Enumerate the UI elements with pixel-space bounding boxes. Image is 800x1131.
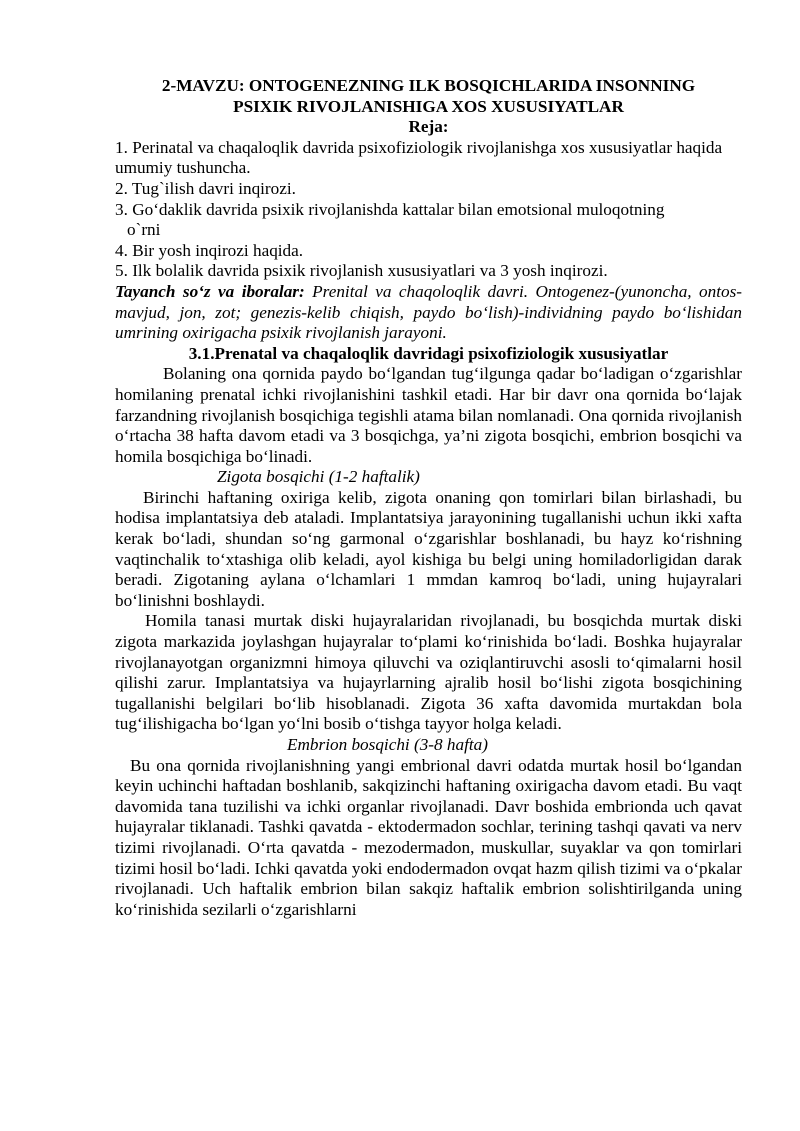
section-title: 3.1.Prenatal va chaqaloqlik davridagi psixofiziologik xususiyatlar	[188, 343, 669, 363]
plan-item-3-line-1: 3. Go‘daklik davrida psixik rivojlanishda kattalar bilan emotsional muloqotning	[115, 199, 665, 219]
plan-item-3	[115, 200, 742, 241]
topic-title-line-1: 2-MAVZU: ONTOGENEZNING ILK BOSQICHLARIDA INSONNING	[161, 76, 696, 95]
paragraph-zigota-1: Birinchi haftaning oxiriga kelib, zigota onaning qon tomirlari bilan birlashadi, bu hodisa implantatsiya deb ataladi. Implantatsiya jarayonining tugallanishi uchun ikki xafta kerak bo‘ladi, shundan so‘ng garmonal o‘zgarishlar boshlanadi, bu hayz ko‘rishning vaqtinchalik to‘xtashiga olib keladi, ayol kishiga bu belgi uning homiladorligidan darak beradi. Zigotaning aylana o‘lchamlari 1 mmdan kamroq bo‘ladi, uning hujayralari bo‘linishni boshlaydi.	[115, 487, 742, 610]
subheading-embrion: Embrion bosqichi (3-8 hafta)	[287, 735, 488, 754]
plan-item-4: 4. Bir yosh inqirozi haqida.	[115, 240, 304, 260]
plan-item-2: 2. Tug`ilish davri inqirozi.	[115, 178, 296, 198]
paragraph-zigota-2: Homila tanasi murtak diski hujayralaridan rivojlanadi, bu bosqichda murtak diski zigota markazida joylashgan hujayralar to‘plami ko‘rinishida bo‘ladi. Boshka hujayralar rivojlanayotgan organizmni himoya qiluvchi va oziqlantiruvchi asosli to‘qimalarni hosil qilishi zarur. Implantatsiya va hujayrlarning ajralib hosil bo‘lishi zigota bosqichining tugallanishi belgilari bo‘lib hisoblanadi. Zigota 36 xafta davomida murtakdan bola tug‘ilishigacha bo‘lgan yo‘lni bosib o‘tishga tayyor holga keladi.	[115, 611, 742, 734]
topic-title-line-2: PSIXIK RIVOJLANISHIGA XOS XUSUSIYATLAR	[233, 96, 624, 116]
plan-heading: Reja:	[408, 117, 449, 137]
paragraph-prenatal: Bolaning ona qornida paydo bo‘lgandan tug‘ilgunga qadar bo‘ladigan o‘zgarishlar homilaning prenatal ichki rivojlanishini tashkil etadi. Har bir davr ona qornida bo‘lajak farzandning rivojlanish bosqichiga tegishli atama bilan nomlanadi. Ona qornida rivojlanish o‘rtacha 38 hafta davom etadi va 3 bosqichga, ya’ni zigota bosqichi, embrion bosqichi va homila bosqichiga bo‘linadi.	[115, 364, 742, 466]
plan-item-5: 5. Ilk bolalik davrida psixik rivojlanish xususiyatlari va 3 yosh inqirozi.	[115, 261, 608, 281]
keywords-text: Prenital va chaqoloqlik davri. Ontogenez-(yunoncha, ontos-mavjud, jon, zot; genezis-kelib chiqish, paydo bo‘lish)-individning paydo bo‘lishidan umrining oxirigacha psixik rivojlanish jarayoni.	[115, 281, 742, 343]
keywords-paragraph	[115, 282, 742, 344]
plan-item-1: 1. Perinatal va chaqaloqlik davrida psixofiziologik rivojlanishga xos xususiyatlar haqida umumiy tushuncha.	[115, 137, 723, 178]
paragraph-embrion: Bu ona qornida rivojlanishning yangi embrional davri odatda murtak hosil bo‘lgandan keyin uchinchi haftadan boshlanib, sakqizinchi haftaning oxirigacha davom etadi. Bu vaqt davomida tana tuzilishi va ichki organlar rivojlanadi. Davr boshida embrionda uch qavat hujayralar tiklanadi. Tashki qavatda - ektodermadon sochlar, terining tashqi qavati va nerv tizimi rivojlanadi. O‘rta qavatda - mezodermadon, muskullar, suyaklar va qon tomirlari tizimi hosil bo‘ladi. Ichki qavatda yoki endodermadon ovqat hazm qilish tizimi va o‘pkalar rivojlanadi. Uch haftalik embrion bilan sakqiz haftalik embrion solishtirilganda uning ko‘rinishida sezilarli o‘zgarishlarni	[115, 755, 742, 919]
plan-item-3-line-2: o`rni	[127, 220, 161, 240]
document-page	[115, 76, 742, 920]
subheading-zigota: Zigota bosqichi (1-2 haftalik)	[217, 467, 420, 487]
keywords-label: Tayanch so‘z va iboralar:	[115, 281, 305, 301]
